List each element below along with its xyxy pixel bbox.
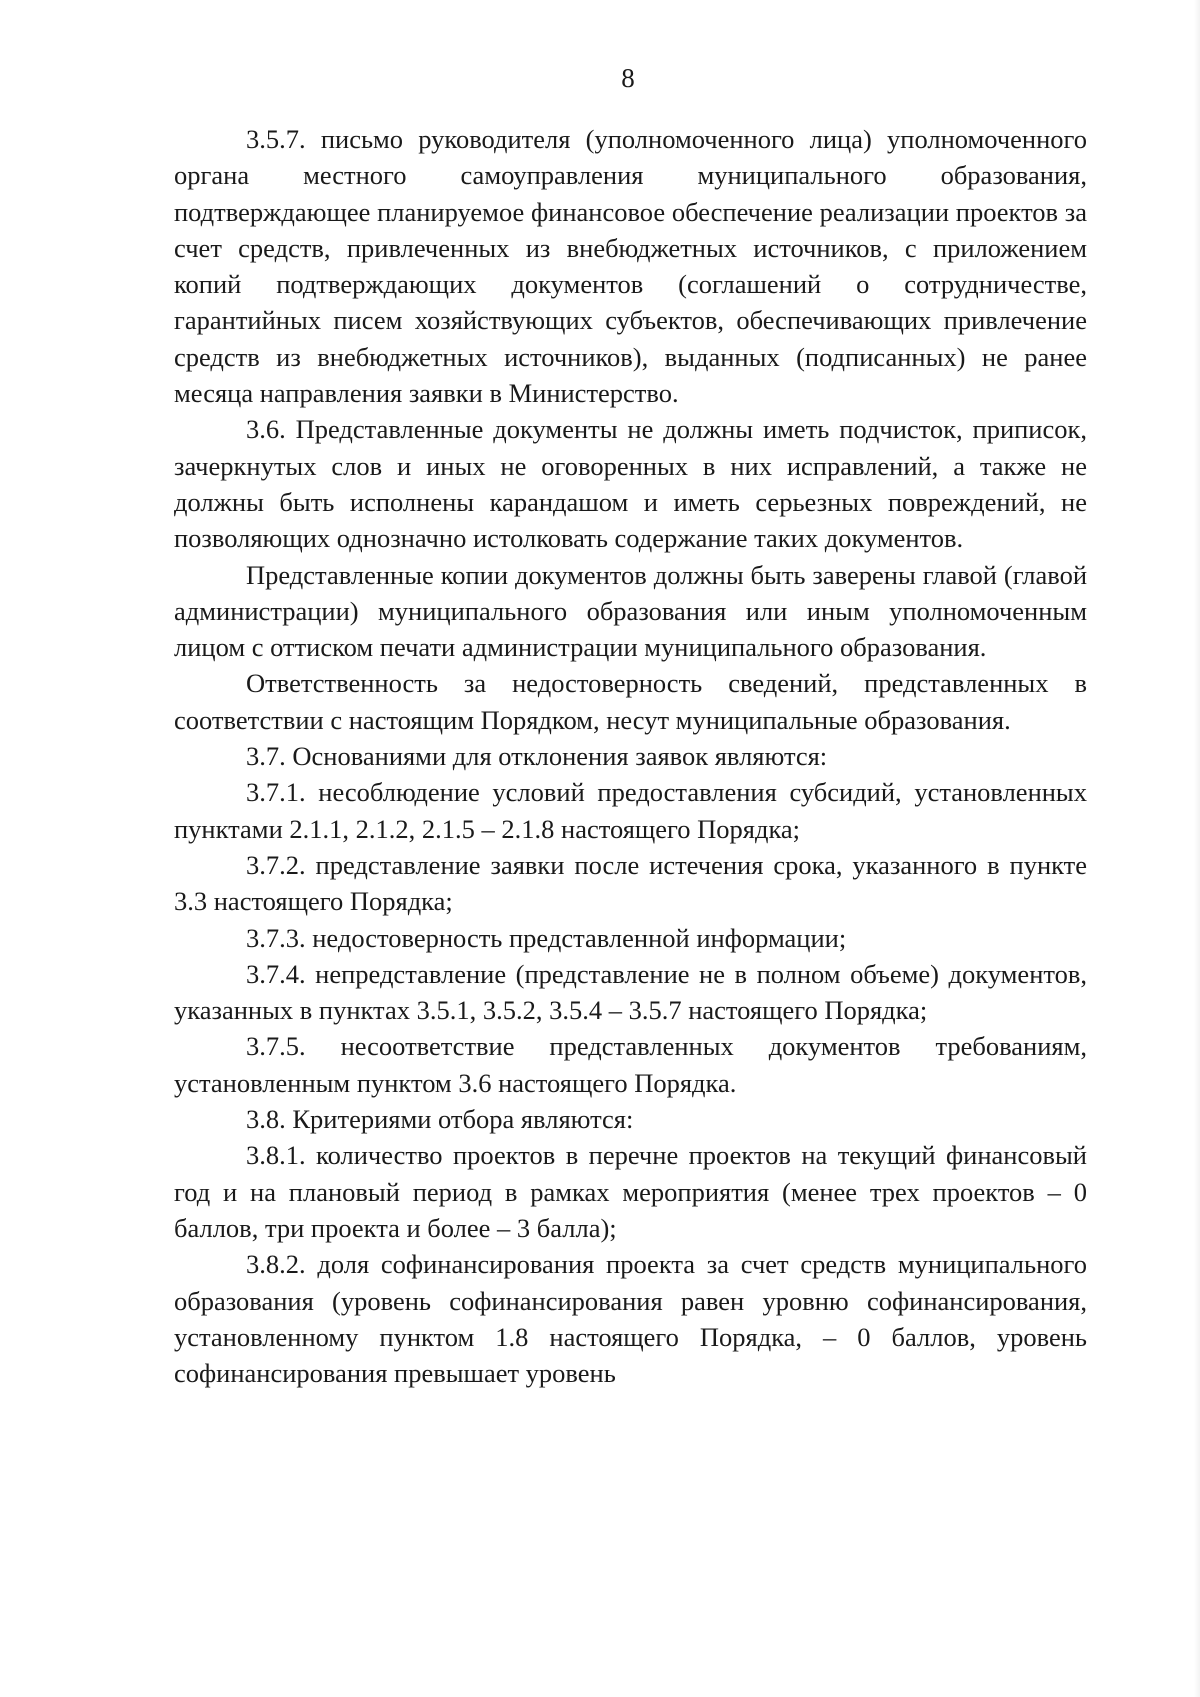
paragraph-3-7-3: 3.7.3. недостоверность представленной информации;	[246, 922, 847, 953]
paragraph-3-8: 3.8. Критериями отбора являются:	[246, 1104, 634, 1135]
paragraph-3-7-2: 3.7.2. представление заявки после истечения срока, указанного в пункте 3.3 настоящего Порядка;	[174, 849, 1087, 917]
paragraph-3-7-5: 3.7.5. несоответствие представленных документов требованиям, установленным пунктом 3.6 настоящего Порядка.	[174, 1031, 1087, 1098]
paragraph-3-6: 3.6. Представленные документы не должны иметь подчисток, приписок, зачеркнутых слов и иных не оговоренных в них исправлений, а также не должны быть исполнены карандашом и иметь серьезных повреждений, не позволяющих однозначно истолковать содержание таких документов.	[174, 414, 1087, 554]
paragraph-3-5-7: 3.5.7. письмо руководителя (уполномоченного лица) уполномоченного органа местного самоуправления муниципального образования, подтверждающее планируемое финансовое обеспечение реализации проектов за счет средств, привлеченных из внебюджетных источников, с приложением копий подтверждающих документов (соглашений о сотрудничестве, гарантийных писем хозяйствующих субъектов, обеспечивающих привлечение средств из внебюджетных источников), выданных (подписанных) не ранее месяца направления заявки в Министерство.	[174, 124, 1087, 409]
page-number: 8	[621, 63, 635, 93]
paragraph-responsibility: Ответственность за недостоверность сведений, представленных в соответствии с настоящим Порядком, несут муниципальные образования.	[174, 668, 1087, 735]
scan-edge-shadow	[1194, 0, 1200, 1697]
paragraph-3-7-1: 3.7.1. несоблюдение условий предоставления субсидий, установленных пунктами 2.1.1, 2.1.2, 2.1.5 – 2.1.8 настоящего Порядка;	[174, 777, 1087, 844]
paragraph-copies-certification: Представленные копии документов должны быть заверены главой (главой администрации) муниципального образования или иным уполномоченным лицом с оттиском печати администрации муниципального образования.	[174, 559, 1087, 663]
paragraph-3-7-4: 3.7.4. непредставление (представление не в полном объеме) документов, указанных в пунктах 3.5.1, 3.5.2, 3.5.4 – 3.5.7 настоящего Порядка;	[174, 958, 1087, 1026]
paragraph-3-8-2: 3.8.2. доля софинансирования проекта за счет средств муниципального образования (уровень софинансирования равен уровню софинансирования, установленному пунктом 1.8 настоящего Порядка, – 0 баллов, уровень софинансирования превышает уровень	[174, 1249, 1087, 1389]
paragraph-3-8-1: 3.8.1. количество проектов в перечне проектов на текущий финансовый год и на плановый период в рамках мероприятия (менее трех проектов – 0 баллов, три проекта и более – 3 балла);	[174, 1140, 1087, 1243]
paragraph-3-7: 3.7. Основаниями для отклонения заявок являются:	[246, 741, 828, 772]
document-body	[174, 121, 1087, 1391]
